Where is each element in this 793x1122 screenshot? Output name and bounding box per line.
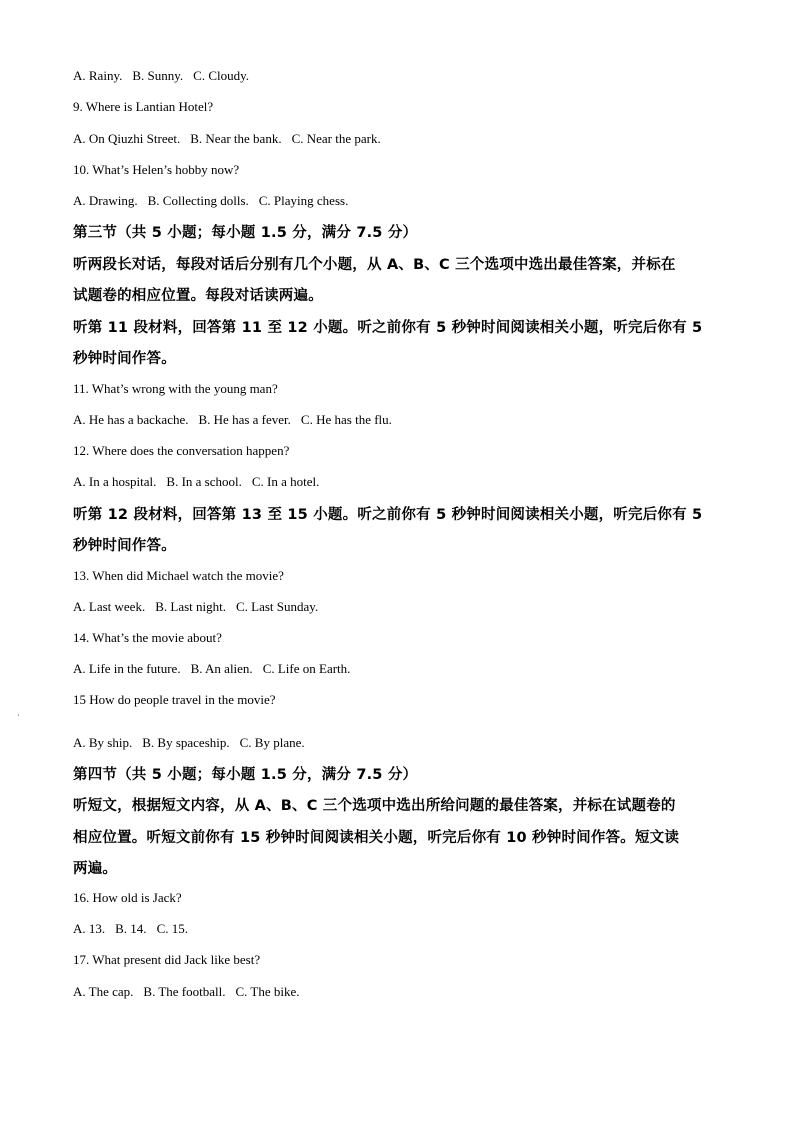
question-text: 9. Where is Lantian Hotel?	[73, 99, 214, 114]
section-instruction: 第三节（共 5 小题；每小题 1.5 分，满分 7.5 分）	[73, 225, 418, 241]
answer-option: C. Life on Earth.	[262, 661, 351, 676]
stray-mark: ·	[17, 711, 20, 720]
question-text: 10. What’s Helen’s hobby now?	[73, 162, 240, 177]
answer-option: B. Collecting dolls.	[147, 193, 249, 208]
answer-option: A. Rainy.	[73, 68, 123, 83]
question-text: 15 How do people travel in the movie?	[73, 692, 276, 707]
section-instruction: 秒钟时间作答。	[73, 538, 176, 554]
answer-options	[73, 984, 310, 1000]
answer-option: C. 15.	[156, 921, 188, 936]
section-instruction: 相应位置。听短文前你有 15 秒钟时间阅读相关小题，听完后你有 10 秒钟时间作答。短文读	[73, 830, 680, 846]
answer-option: B. By spaceship.	[142, 735, 230, 750]
answer-option: B. An alien.	[190, 661, 253, 676]
answer-option: B. Last night.	[155, 599, 226, 614]
section-instruction: 试题卷的相应位置。每段对话读两遍。	[73, 288, 323, 304]
answer-option: A. He has a backache.	[73, 412, 189, 427]
answer-option: A. In a hospital.	[73, 474, 157, 489]
answer-option: A. Life in the future.	[73, 661, 181, 676]
answer-option: A. Last week.	[73, 599, 146, 614]
section-instruction: 第四节（共 5 小题；每小题 1.5 分，满分 7.5 分）	[73, 767, 418, 783]
answer-option: C. By plane.	[239, 735, 305, 750]
answer-option: C. The bike.	[235, 984, 300, 999]
answer-option: C. Cloudy.	[193, 68, 250, 83]
answer-options	[73, 661, 360, 677]
answer-option: C. Near the park.	[291, 131, 381, 146]
question-text: 12. Where does the conversation happen?	[73, 443, 290, 458]
answer-option: B. The football.	[143, 984, 226, 999]
answer-option: B. 14.	[115, 921, 147, 936]
section-instruction: 秒钟时间作答。	[73, 351, 176, 367]
question-text: 16. How old is Jack?	[73, 890, 182, 905]
answer-option: B. He has a fever.	[198, 412, 291, 427]
section-instruction: 听短文，根据短文内容，从 A、B、C 三个选项中选出所给问题的最佳答案，并标在试题卷的	[73, 798, 676, 814]
answer-options	[73, 599, 328, 615]
answer-option: C. He has the flu.	[300, 412, 392, 427]
section-instruction: 听两段长对话，每段对话后分别有几个小题，从 A、B、C 三个选项中选出最佳答案，并标在	[73, 257, 676, 273]
question-text: 17. What present did Jack like best?	[73, 952, 261, 967]
answer-options	[73, 412, 402, 428]
answer-options	[73, 735, 315, 751]
answer-option: A. 13.	[73, 921, 106, 936]
answer-option: B. In a school.	[166, 474, 242, 489]
answer-option: C. In a hotel.	[251, 474, 320, 489]
answer-option: A. By ship.	[73, 735, 133, 750]
section-instruction: 两遍。	[73, 861, 118, 877]
answer-options	[73, 474, 329, 490]
answer-option: A. Drawing.	[73, 193, 138, 208]
answer-options	[73, 921, 198, 937]
answer-option: B. Near the bank.	[190, 131, 282, 146]
question-text: 13. When did Michael watch the movie?	[73, 568, 284, 583]
answer-option: C. Playing chess.	[258, 193, 349, 208]
section-instruction: 听第 12 段材料，回答第 13 至 15 小题。听之前你有 5 秒钟时间阅读相关小题，听完后你有 5	[73, 507, 703, 523]
answer-option: A. The cap.	[73, 984, 134, 999]
answer-options	[73, 68, 259, 84]
answer-option: A. On Qiuzhi Street.	[73, 131, 181, 146]
question-text: 14. What’s the movie about?	[73, 630, 222, 645]
answer-option: C. Last Sunday.	[235, 599, 319, 614]
question-text: 11. What’s wrong with the young man?	[73, 381, 278, 396]
answer-option: B. Sunny.	[132, 68, 184, 83]
answer-options	[73, 131, 391, 147]
section-instruction: 听第 11 段材料，回答第 11 至 12 小题。听之前你有 5 秒钟时间阅读相关小题，听完后你有 5	[73, 320, 703, 336]
answer-options	[73, 193, 358, 209]
